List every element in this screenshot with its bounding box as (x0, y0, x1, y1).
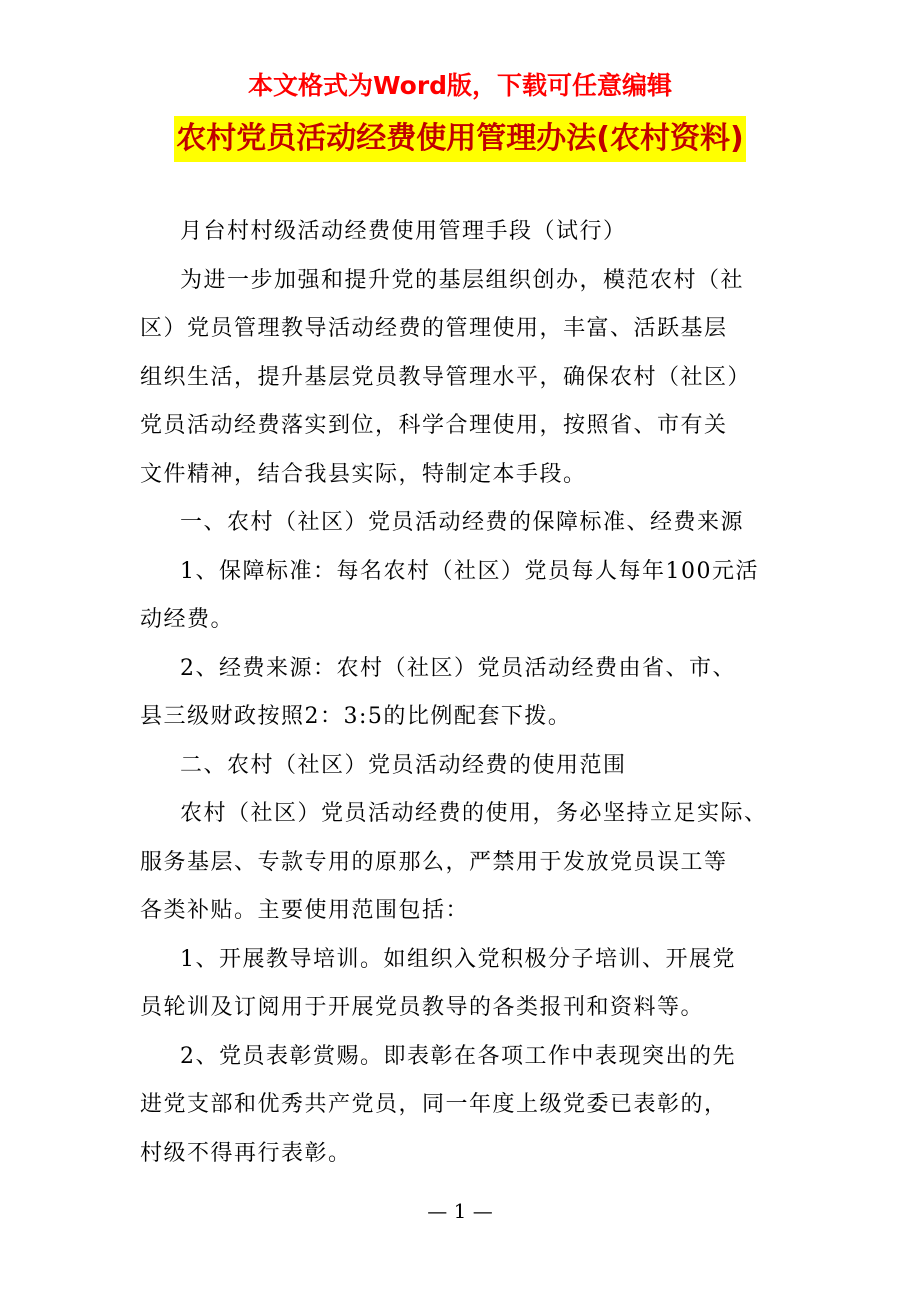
paragraph-line: 为进一步加强和提升党的基层组织创办，模范农村（社 (180, 267, 745, 293)
section-heading: 二、农村（社区）党员活动经费的使用范围 (180, 752, 627, 778)
paragraph-line: 2、党员表彰赏赐。即表彰在各项工作中表现突出的先 (180, 1043, 736, 1069)
paragraph-line: 员轮训及订阅用于开展党员教导的各类报刊和资料等。 (140, 995, 705, 1020)
word-format-notice: 本文格式为Word版，下载可任意编辑 (247, 71, 673, 100)
paragraph-line: 服务基层、专款专用的原那么，严禁用于发放党员误工等 (140, 849, 728, 875)
paragraph-line: 县三级财政按照2：3:5的比例配套下拨。 (140, 704, 572, 729)
paragraph-line: 月台村村级活动经费使用管理手段（试行） (180, 219, 627, 244)
paragraph-line: 村级不得再行表彰。 (140, 1140, 352, 1166)
paragraph-line: 动经费。 (140, 607, 235, 632)
paragraph-line: 农村（社区）党员活动经费的使用，务必坚持立足实际、 (180, 801, 768, 826)
paragraph-line: 组织生活，提升基层党员教导管理水平，确保农村（社区） (140, 364, 752, 390)
paragraph-line: 党员活动经费落实到位，科学合理使用，按照省、市有关 (140, 413, 728, 438)
section-heading: 一、农村（社区）党员活动经费的保障标准、经费来源 (180, 510, 745, 535)
paragraph-line: 文件精神，结合我县实际，特制定本手段。 (140, 461, 587, 487)
paragraph-line: 1、保障标准：每名农村（社区）党员每人每年100元活 (180, 558, 759, 584)
paragraph-line: 各类补贴。主要使用范围包括： (140, 898, 470, 923)
document-body (140, 208, 790, 1178)
paragraph-line: 2、经费来源：农村（社区）党员活动经费由省、市、 (180, 655, 736, 681)
page-number: — 1 — (427, 1199, 493, 1223)
title-wrap (0, 116, 920, 162)
paragraph-line: 1、开展教导培训。如组织入党积极分子培训、开展党 (180, 946, 736, 972)
paragraph-line: 区）党员管理教导活动经费的管理使用，丰富、活跃基层 (140, 316, 728, 341)
document-title: 农村党员活动经费使用管理办法(农村资料) (174, 116, 745, 162)
paragraph-line: 进党支部和优秀共产党员，同一年度上级党委已表彰的， (140, 1092, 728, 1117)
